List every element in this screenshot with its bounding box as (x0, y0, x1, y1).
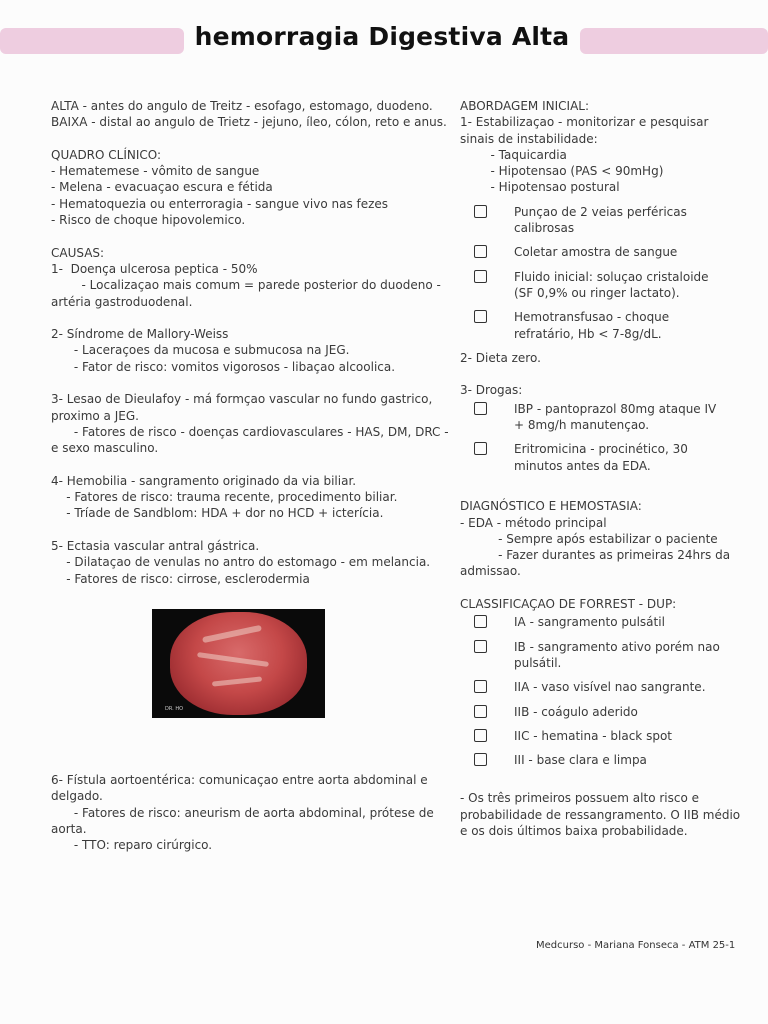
text-line: - EDA - método principal (460, 515, 607, 530)
spacer (51, 310, 431, 326)
header-band-left (0, 28, 184, 54)
checklist-item (460, 309, 730, 342)
text-line: delgado. (51, 789, 103, 804)
text-line: - Hipotensao (PAS < 90mHg) (460, 164, 664, 179)
text-line: - Fatores de risco - doenças cardiovasculares - HAS, DM, DRC - (51, 424, 449, 439)
checkbox[interactable] (474, 615, 487, 628)
diagnosis-section (460, 498, 730, 579)
initial-approach-section (460, 98, 730, 196)
text-line: DIAGNÓSTICO E HEMOSTASIA: (460, 499, 642, 514)
text-line: BAIXA - distal ao angulo de Trietz - jejuno, íleo, cólon, reto e anus. (51, 115, 447, 130)
text-line: - Os três primeiros possuem alto risco e (460, 791, 700, 806)
checklist-item (460, 614, 730, 630)
text-line: proximo a JEG. (51, 408, 139, 423)
risk-note (460, 790, 741, 839)
text-line: 5- Ectasia vascular antral gástrica. (51, 539, 260, 554)
spacer (51, 228, 431, 244)
checkbox[interactable] (474, 753, 487, 766)
text-line: - Taquicardia (460, 147, 567, 162)
spacer (51, 375, 431, 391)
page-title: hemorragia Digestiva Alta (194, 22, 570, 51)
checklist-item-label: IIB - coágulo aderido (514, 704, 638, 719)
header-band-right (580, 28, 768, 54)
checklist-item (460, 639, 730, 672)
checklist-item-label: Hemotransfusao - choque refratário, Hb < 7-8g/dL. (514, 310, 670, 341)
footer-credit: Medcurso - Mariana Fonseca - ATM 25-1 (536, 940, 736, 951)
checkbox[interactable] (474, 270, 487, 283)
text-line: e os dois últimos baixa probabilidade. (460, 823, 688, 838)
text-line: CAUSAS: (51, 245, 105, 260)
checklist-item-label: IBP - pantoprazol 80mg ataque IV + 8mg/h manutençao. (514, 401, 717, 433)
text-line: ALTA - antes do angulo de Treitz - esofago, estomago, duodeno. (51, 99, 433, 113)
forrest-checklist (460, 614, 730, 768)
checkbox[interactable] (474, 705, 487, 718)
endoscopy-image (152, 609, 325, 718)
checklist-item-label: IIA - vaso visível nao sangrante. (514, 680, 706, 695)
endoscopy-view (170, 612, 307, 715)
text-line: - Dilataçao de venulas no antro do estomago - em melancia. (51, 555, 431, 570)
checklist-item-label: Fluido inicial: soluçao cristaloide (SF 0,9% ou ringer lactato). (514, 269, 709, 300)
text-line: - Hematoquezia ou enterroragia - sangue vivo nas fezes (51, 196, 389, 211)
text-line: - Fazer durantes as primeiras 24hrs da (460, 548, 731, 563)
checklist-item (460, 244, 730, 260)
checklist-item-label: Punçao de 2 veias perféricas calibrosas (514, 204, 687, 236)
text-line: 4- Hemobilia - sangramento originado da via biliar. (51, 473, 357, 488)
text-line: - Laceraçoes da mucosa e submucosa na JEG. (51, 343, 350, 358)
checkbox[interactable] (474, 729, 487, 742)
text-line: ABORDAGEM INICIAL: (460, 99, 589, 113)
text-line: artéria gastroduodenal. (51, 294, 193, 309)
drugs-title: 3- Drogas: (460, 383, 523, 398)
text-line: QUADRO CLÍNICO: (51, 147, 162, 162)
checklist-item (460, 728, 730, 744)
checkbox[interactable] (474, 310, 487, 323)
text-line: - Fator de risco: vomitos vigorosos - libaçao alcoolica. (51, 359, 396, 374)
text-line: - TTO: reparo cirúrgico. (51, 838, 213, 853)
checkbox[interactable] (474, 640, 487, 653)
checklist-item-label: III - base clara e limpa (514, 753, 647, 768)
spacer (51, 457, 431, 473)
checklist-item (460, 704, 730, 720)
checklist-item-label: Eritromicina - procinético, 30 minutos antes da EDA. (514, 442, 688, 473)
checkbox[interactable] (474, 442, 487, 455)
text-line: - Tríade de Sandblom: HDA + dor no HCD + icterícia. (51, 506, 384, 521)
checklist-item-label: Coletar amostra de sangue (514, 245, 678, 260)
checklist-item (460, 441, 730, 474)
diet-line: 2- Dieta zero. (460, 350, 541, 365)
text-line: aorta. (51, 821, 87, 836)
checklist-item-label: IIC - hematina - black spot (514, 728, 672, 743)
checklist-item-label: IB - sangramento ativo porém nao pulsátil. (514, 639, 720, 670)
text-line: - Fatores de risco: cirrose, esclerodermia (51, 571, 310, 586)
text-line: 1- Doença ulcerosa peptica - 50% (51, 261, 258, 276)
text-line: - Fatores de risco: aneurism de aorta abdominal, prótese de (51, 805, 434, 820)
left-column-bottom (51, 772, 434, 853)
text-line: - Risco de choque hipovolemico. (51, 213, 246, 228)
text-line: admissao. (460, 564, 521, 579)
image-caption: DR. HO (165, 706, 184, 712)
text-line: - Melena - evacuaçao escura e fétida (51, 180, 273, 195)
text-line: - Fatores de risco: trauma recente, procedimento biliar. (51, 490, 398, 505)
text-line: - Localizaçao mais comum = parede posterior do duodeno - (51, 278, 441, 293)
text-line: 6- Fístula aortoentérica: comunicaçao entre aorta abdominal e (51, 773, 428, 787)
spacer (51, 522, 431, 538)
checklist-item (460, 752, 730, 768)
text-line: 1- Estabilizaçao - monitorizar e pesquisar (460, 115, 709, 130)
checkbox[interactable] (474, 680, 487, 693)
text-line: 3- Lesao de Dieulafoy - má formçao vascular no fundo gastrico, (51, 392, 433, 407)
text-line: - Hipotensao postural (460, 180, 620, 195)
right-column (460, 98, 741, 839)
checklist-item-label: IA - sangramento pulsátil (514, 615, 665, 630)
checkbox[interactable] (474, 245, 487, 258)
checklist-item (460, 269, 730, 302)
text-line: - Hematemese - vômito de sangue (51, 164, 260, 179)
text-line: sinais de instabilidade: (460, 131, 598, 146)
left-column (51, 98, 449, 587)
text-line: e sexo masculino. (51, 441, 159, 456)
text-line: - Sempre após estabilizar o paciente (460, 531, 718, 546)
checklist-item (460, 401, 730, 434)
checkbox[interactable] (474, 205, 487, 218)
drugs-checklist (460, 401, 730, 474)
checklist-item (460, 204, 730, 237)
stabilization-checklist (460, 204, 730, 342)
text-line: 2- Síndrome de Mallory-Weiss (51, 327, 229, 342)
spacer (51, 131, 431, 147)
checklist-item (460, 679, 730, 695)
checkbox[interactable] (474, 402, 487, 415)
text-line: probabilidade de ressangramento. O IIB médio (460, 807, 741, 822)
forrest-title: CLASSIFICAÇAO DE FORREST - DUP: (460, 597, 677, 612)
